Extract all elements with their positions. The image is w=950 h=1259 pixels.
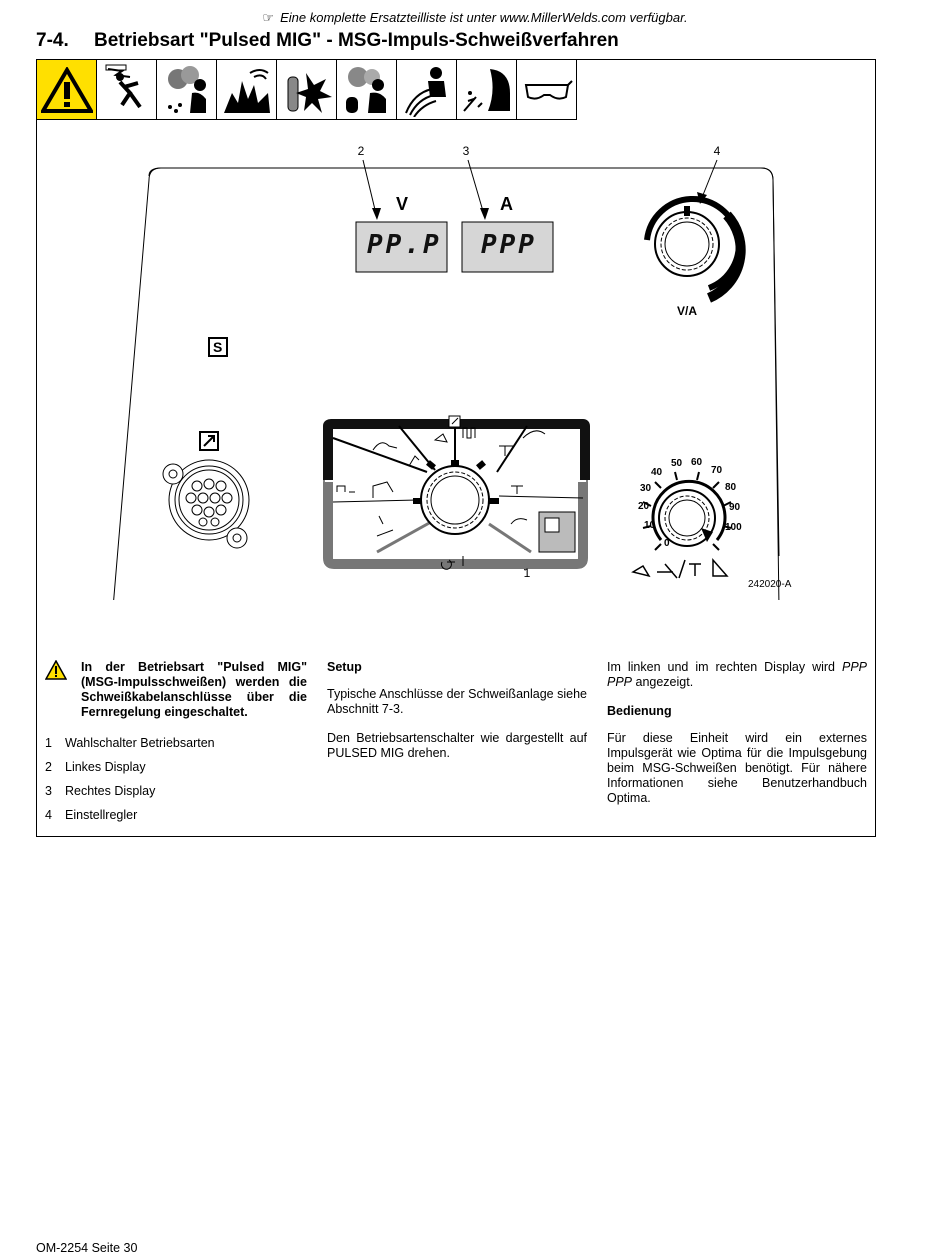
content-frame xyxy=(36,59,876,837)
warning-triangle-icon xyxy=(37,60,97,120)
scale-10: 10 xyxy=(644,520,656,531)
scale-70: 70 xyxy=(711,465,723,476)
scale-60: 60 xyxy=(691,457,703,468)
s-badge: S xyxy=(213,339,223,355)
section-title xyxy=(36,30,619,52)
callout-4: 4 xyxy=(713,144,721,158)
scale-20: 20 xyxy=(638,501,650,512)
section-heading: Betriebsart "Pulsed MIG" - MSG-Impuls-Schweißverfahren xyxy=(94,30,619,51)
legend-item: 4 Einstellregler xyxy=(45,808,138,822)
legend-item: 2 Linkes Display xyxy=(45,760,146,774)
welding-helmet-icon xyxy=(457,60,517,120)
setup-column xyxy=(327,660,587,775)
callout-1: 1 xyxy=(523,566,531,580)
pointing-hand-icon: ☞ xyxy=(262,10,275,25)
control-panel-illustration xyxy=(37,120,875,600)
scale-90: 90 xyxy=(729,502,741,513)
section-number: 7-4. xyxy=(36,30,69,51)
figure-code: 242020-A xyxy=(748,579,792,590)
parts-list-note: ☞ Eine komplette Ersatzteilliste ist unter www.MillerWelds.com verfügbar. xyxy=(262,10,688,25)
arc-rays-icon xyxy=(397,60,457,120)
legend-item: 3 Rechtes Display xyxy=(45,784,156,798)
amp-unit-label: A xyxy=(500,194,513,214)
safety-symbol-strip xyxy=(37,60,577,120)
explosion-icon xyxy=(217,60,277,120)
volt-unit-label: V xyxy=(396,194,409,214)
scale-30: 30 xyxy=(640,483,652,494)
warning-and-legend-column xyxy=(45,660,307,832)
operation-column xyxy=(607,660,867,820)
warning-block xyxy=(45,660,307,720)
scale-50: 50 xyxy=(671,458,683,469)
callout-2: 2 xyxy=(357,144,365,158)
fumes-icon xyxy=(157,60,217,120)
operation-paragraph: Für diese Einheit wird ein externes Impulsgerät wie Optima für die Impulsgebung beim MSG-Schweißen benötigt. Für nähere Informationen siehe Benutzerhandbuch Optima. xyxy=(607,731,867,805)
cylinder-explosion-icon xyxy=(277,60,337,120)
page-footer: OM-2254 Seite 30 xyxy=(36,1241,138,1255)
safety-glasses-icon xyxy=(517,60,577,120)
warning-triangle-icon xyxy=(45,660,81,720)
va-knob-label: V/A xyxy=(677,304,698,318)
scale-40: 40 xyxy=(651,467,663,478)
display-note: Im linken und im rechten Display wird PPP PPP angezeigt. xyxy=(607,660,867,689)
scale-100: 100 xyxy=(725,522,742,533)
electric-shock-icon xyxy=(97,60,157,120)
setup-paragraph-1: Typische Anschlüsse der Schweißanlage siehe Abschnitt 7-3. xyxy=(327,687,587,716)
legend-item: 1 Wahlschalter Betriebsarten xyxy=(45,736,215,750)
operation-heading: Bedienung xyxy=(607,704,672,718)
right-display: PPP xyxy=(481,230,537,260)
gas-inhalation-icon xyxy=(337,60,397,120)
callout-3: 3 xyxy=(462,144,470,158)
warning-text: In der Betriebsart "Pulsed MIG" (MSG-Impulsschweißen) werden die Schweißkabelanschlüsse über die Fernregelung eingeschaltet. xyxy=(81,660,307,719)
setup-paragraph-2: Den Betriebsartenschalter wie dargestellt auf PULSED MIG drehen. xyxy=(327,731,587,760)
setup-heading: Setup xyxy=(327,660,362,674)
scale-0: 0 xyxy=(664,538,670,549)
left-display: PP.P xyxy=(367,230,442,260)
scale-80: 80 xyxy=(725,482,737,493)
